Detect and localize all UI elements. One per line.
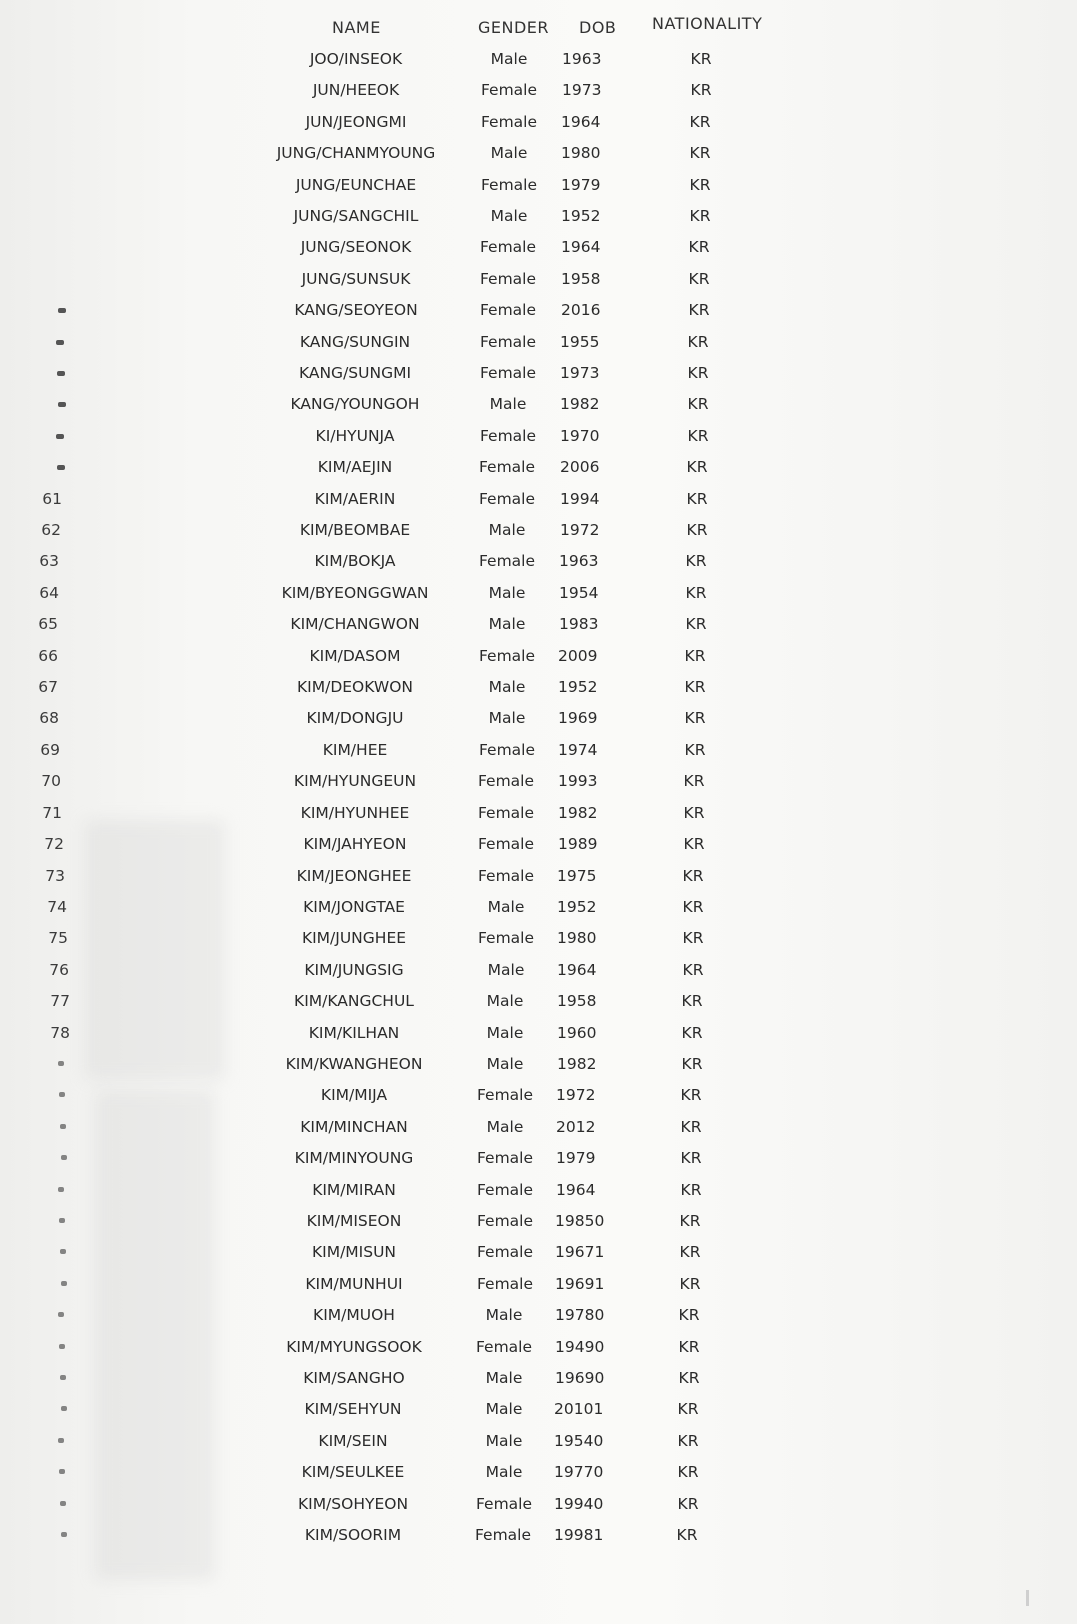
passenger-nationality: KR xyxy=(688,238,710,256)
passenger-name: KANG/YOUNGOH xyxy=(290,395,420,413)
table-row xyxy=(0,641,1077,671)
table-row xyxy=(0,1080,1077,1110)
passenger-name: KIM/AEJIN xyxy=(317,458,393,476)
passenger-dob: 1964 xyxy=(557,961,597,979)
row-number: 62 xyxy=(41,521,61,539)
table-row xyxy=(0,1489,1077,1519)
passenger-gender: Female xyxy=(476,1212,534,1230)
passenger-gender: Male xyxy=(485,1306,523,1324)
passenger-gender: Female xyxy=(479,364,537,382)
passenger-gender: Male xyxy=(488,521,526,539)
passenger-name: KIM/BYEONGGWAN xyxy=(281,584,429,602)
passenger-gender: Female xyxy=(477,772,535,790)
passenger-name: KIM/MINYOUNG xyxy=(294,1149,414,1167)
table-row xyxy=(0,232,1077,262)
row-number: 76 xyxy=(49,961,69,979)
table-row xyxy=(0,358,1077,388)
passenger-dob: 2012 xyxy=(556,1118,596,1136)
table-row xyxy=(0,923,1077,953)
header-nationality: NATIONALITY xyxy=(652,14,763,33)
table-row xyxy=(0,1426,1077,1456)
passenger-name: KIM/JEONGHEE xyxy=(296,867,412,885)
passenger-gender: Male xyxy=(486,1118,524,1136)
table-row xyxy=(0,672,1077,702)
passenger-name: KIM/MUOH xyxy=(313,1306,395,1324)
passenger-name: KIM/SOORIM xyxy=(304,1526,402,1544)
passenger-gender: Female xyxy=(478,647,536,665)
passenger-gender: Female xyxy=(480,176,538,194)
passenger-dob: 1982 xyxy=(560,395,600,413)
passenger-name: KIM/KILHAN xyxy=(308,1024,400,1042)
table-row xyxy=(0,1049,1077,1079)
passenger-dob: 1982 xyxy=(557,1055,597,1073)
passenger-name: KIM/CHANGWON xyxy=(290,615,420,633)
passenger-name: KIM/JONGTAE xyxy=(303,898,405,916)
passenger-name: KIM/MIJA xyxy=(320,1086,388,1104)
passenger-dob: 20101 xyxy=(554,1400,604,1418)
row-number: 71 xyxy=(42,804,62,822)
passenger-nationality: KR xyxy=(678,1306,700,1324)
passenger-dob: 19540 xyxy=(554,1432,604,1450)
passenger-gender: Female xyxy=(475,1338,533,1356)
row-number: 66 xyxy=(38,647,58,665)
passenger-gender: Female xyxy=(477,867,535,885)
passenger-dob: 1952 xyxy=(557,898,597,916)
table-row xyxy=(0,829,1077,859)
passenger-name: JOO/INSEOK xyxy=(309,50,403,68)
passenger-dob: 1958 xyxy=(557,992,597,1010)
passenger-nationality: KR xyxy=(681,992,703,1010)
row-number: 69 xyxy=(40,741,60,759)
passenger-dob: 1979 xyxy=(556,1149,596,1167)
passenger-name: KIM/MYUNGSOOK xyxy=(286,1338,422,1356)
table-row xyxy=(0,735,1077,765)
table-row xyxy=(0,766,1077,796)
passenger-gender: Female xyxy=(476,1086,534,1104)
passenger-name: KANG/SEOYEON xyxy=(294,301,418,319)
passenger-dob: 1969 xyxy=(558,709,598,727)
table-row xyxy=(0,578,1077,608)
smudge-mark xyxy=(58,1061,64,1066)
passenger-nationality: KR xyxy=(689,144,711,162)
passenger-dob: 19691 xyxy=(555,1275,605,1293)
smudge-mark xyxy=(56,340,64,345)
row-number: 72 xyxy=(44,835,64,853)
row-number: 70 xyxy=(41,772,61,790)
passenger-name: JUNG/CHANMYOUNG xyxy=(276,144,436,162)
passenger-nationality: KR xyxy=(688,270,710,288)
passenger-dob: 1955 xyxy=(560,333,600,351)
passenger-dob: 19690 xyxy=(555,1369,605,1387)
passenger-gender: Female xyxy=(476,1275,534,1293)
passenger-dob: 19940 xyxy=(554,1495,604,1513)
passenger-gender: Male xyxy=(485,1463,523,1481)
passenger-name: KIM/HYUNHEE xyxy=(300,804,410,822)
passenger-dob: 1964 xyxy=(561,113,601,131)
passenger-gender: Female xyxy=(477,929,535,947)
table-row xyxy=(0,1269,1077,1299)
smudge-mark xyxy=(60,1375,66,1380)
passenger-name: KIM/SANGHO xyxy=(303,1369,405,1387)
table-row xyxy=(0,1175,1077,1205)
passenger-dob: 19850 xyxy=(555,1212,605,1230)
passenger-name: KIM/AERIN xyxy=(314,490,396,508)
table-row xyxy=(0,264,1077,294)
passenger-nationality: KR xyxy=(677,1432,699,1450)
table-row xyxy=(0,1112,1077,1142)
table-row xyxy=(0,484,1077,514)
passenger-nationality: KR xyxy=(680,1149,702,1167)
header-name: NAME xyxy=(332,18,381,37)
passenger-nationality: KR xyxy=(677,1495,699,1513)
table-row xyxy=(0,861,1077,891)
passenger-dob: 1972 xyxy=(556,1086,596,1104)
passenger-gender: Male xyxy=(488,584,526,602)
table-row xyxy=(0,892,1077,922)
row-number: 75 xyxy=(48,929,68,947)
smudge-mark xyxy=(58,308,66,313)
passenger-dob: 1954 xyxy=(559,584,599,602)
passenger-nationality: KR xyxy=(685,615,707,633)
passenger-name: JUN/JEONGMI xyxy=(305,113,407,131)
table-row xyxy=(0,170,1077,200)
smudge-mark xyxy=(59,1469,65,1474)
passenger-dob: 1963 xyxy=(559,552,599,570)
passenger-nationality: KR xyxy=(676,1526,698,1544)
passenger-gender: Male xyxy=(487,898,525,916)
passenger-dob: 19490 xyxy=(555,1338,605,1356)
passenger-gender: Male xyxy=(485,1369,523,1387)
passenger-name: KIM/JUNGSIG xyxy=(304,961,404,979)
table-row xyxy=(0,515,1077,545)
passenger-gender: Female xyxy=(479,270,537,288)
passenger-nationality: KR xyxy=(689,113,711,131)
row-number: 78 xyxy=(50,1024,70,1042)
passenger-nationality: KR xyxy=(677,1463,699,1481)
table-row xyxy=(0,1237,1077,1267)
row-number: 61 xyxy=(42,490,62,508)
table-row xyxy=(0,44,1077,74)
table-row xyxy=(0,389,1077,419)
smudge-mark xyxy=(56,434,64,439)
row-number: 74 xyxy=(47,898,67,916)
row-number: 64 xyxy=(39,584,59,602)
table-row xyxy=(0,327,1077,357)
table-row xyxy=(0,201,1077,231)
passenger-dob: 1980 xyxy=(561,144,601,162)
passenger-gender: Female xyxy=(479,301,537,319)
passenger-gender: Male xyxy=(488,678,526,696)
passenger-gender: Female xyxy=(478,490,536,508)
passenger-gender: Male xyxy=(490,144,528,162)
passenger-name: KANG/SUNGIN xyxy=(299,333,411,351)
passenger-nationality: KR xyxy=(690,50,712,68)
passenger-name: KIM/SEIN xyxy=(318,1432,388,1450)
passenger-name: KIM/BEOMBAE xyxy=(299,521,411,539)
passenger-name: KIM/MISEON xyxy=(306,1212,402,1230)
passenger-nationality: KR xyxy=(678,1338,700,1356)
table-row xyxy=(0,703,1077,733)
passenger-nationality: KR xyxy=(680,1086,702,1104)
passenger-name: KIM/SEHYUN xyxy=(304,1400,402,1418)
row-number: 63 xyxy=(39,552,59,570)
passenger-nationality: KR xyxy=(687,333,709,351)
smudge-mark xyxy=(60,1501,66,1506)
passenger-name: KIM/SEULKEE xyxy=(301,1463,405,1481)
passenger-gender: Male xyxy=(486,992,524,1010)
passenger-name: JUNG/SANGCHIL xyxy=(293,207,419,225)
table-row xyxy=(0,421,1077,451)
passenger-gender: Female xyxy=(478,458,536,476)
passenger-nationality: KR xyxy=(683,804,705,822)
passenger-dob: 1963 xyxy=(562,50,602,68)
passenger-name: KI/HYUNJA xyxy=(315,427,395,445)
row-number: 73 xyxy=(45,867,65,885)
table-row xyxy=(0,955,1077,985)
passenger-gender: Male xyxy=(490,50,528,68)
passenger-gender: Male xyxy=(488,709,526,727)
passenger-gender: Female xyxy=(479,333,537,351)
passenger-gender: Male xyxy=(485,1400,523,1418)
passenger-gender: Female xyxy=(475,1495,533,1513)
passenger-dob: 1993 xyxy=(558,772,598,790)
passenger-gender: Female xyxy=(474,1526,532,1544)
smudge-mark xyxy=(59,1218,65,1223)
table-row xyxy=(0,798,1077,828)
passenger-nationality: KR xyxy=(682,867,704,885)
passenger-gender: Female xyxy=(476,1243,534,1261)
passenger-nationality: KR xyxy=(680,1181,702,1199)
passenger-name: KIM/JUNGHEE xyxy=(301,929,407,947)
smudge-mark xyxy=(60,1249,66,1254)
passenger-dob: 1964 xyxy=(561,238,601,256)
smudge-mark xyxy=(59,1092,65,1097)
passenger-name: JUNG/EUNCHAE xyxy=(295,176,417,194)
passenger-nationality: KR xyxy=(684,647,706,665)
passenger-gender: Male xyxy=(485,1432,523,1450)
passenger-gender: Female xyxy=(478,552,536,570)
passenger-nationality: KR xyxy=(681,1024,703,1042)
row-number: 68 xyxy=(39,709,59,727)
passenger-dob: 1973 xyxy=(560,364,600,382)
passenger-dob: 1972 xyxy=(560,521,600,539)
passenger-dob: 1974 xyxy=(558,741,598,759)
passenger-nationality: KR xyxy=(686,490,708,508)
table-row xyxy=(0,546,1077,576)
passenger-name: KANG/SUNGMI xyxy=(298,364,412,382)
passenger-nationality: KR xyxy=(687,364,709,382)
passenger-dob: 19671 xyxy=(555,1243,605,1261)
smudge-mark xyxy=(61,1532,67,1537)
passenger-nationality: KR xyxy=(689,176,711,194)
passenger-dob: 1980 xyxy=(557,929,597,947)
passenger-nationality: KR xyxy=(679,1275,701,1293)
passenger-nationality: KR xyxy=(682,898,704,916)
passenger-nationality: KR xyxy=(681,1055,703,1073)
passenger-name: KIM/MISUN xyxy=(311,1243,397,1261)
passenger-name: KIM/HEE xyxy=(322,741,388,759)
smudge-mark xyxy=(58,1187,64,1192)
passenger-dob: 1983 xyxy=(559,615,599,633)
passenger-dob: 1973 xyxy=(562,81,602,99)
passenger-gender: Female xyxy=(477,835,535,853)
passenger-name: KIM/DEOKWON xyxy=(297,678,413,696)
row-number: 65 xyxy=(38,615,58,633)
smudge-mark xyxy=(58,1438,64,1443)
passenger-nationality: KR xyxy=(682,961,704,979)
table-row xyxy=(0,1143,1077,1173)
passenger-nationality: KR xyxy=(684,709,706,727)
passenger-nationality: KR xyxy=(685,584,707,602)
passenger-name: KIM/MINCHAN xyxy=(300,1118,408,1136)
passenger-nationality: KR xyxy=(687,395,709,413)
passenger-name: KIM/MUNHUI xyxy=(305,1275,403,1293)
smudge-mark xyxy=(60,1124,66,1129)
passenger-name: JUN/HEEOK xyxy=(312,81,400,99)
passenger-dob: 19770 xyxy=(554,1463,604,1481)
passenger-dob: 1989 xyxy=(558,835,598,853)
passenger-nationality: KR xyxy=(682,929,704,947)
passenger-nationality: KR xyxy=(683,772,705,790)
smudge-mark xyxy=(58,402,66,407)
passenger-dob: 1960 xyxy=(557,1024,597,1042)
passenger-name: KIM/KANGCHUL xyxy=(294,992,414,1010)
passenger-name: KIM/KWANGHEON xyxy=(285,1055,423,1073)
header-dob: DOB xyxy=(579,18,617,37)
passenger-gender: Female xyxy=(479,238,537,256)
passenger-gender: Male xyxy=(487,961,525,979)
passenger-dob: 2006 xyxy=(560,458,600,476)
passenger-nationality: KR xyxy=(684,678,706,696)
passenger-gender: Male xyxy=(490,207,528,225)
header-gender: GENDER xyxy=(478,18,550,37)
passenger-nationality: KR xyxy=(684,741,706,759)
passenger-dob: 1975 xyxy=(557,867,597,885)
passenger-gender: Female xyxy=(477,804,535,822)
passenger-dob: 19780 xyxy=(555,1306,605,1324)
table-row xyxy=(0,986,1077,1016)
passenger-nationality: KR xyxy=(683,835,705,853)
passenger-name: JUNG/SEONOK xyxy=(300,238,412,256)
passenger-nationality: KR xyxy=(687,427,709,445)
passenger-nationality: KR xyxy=(685,552,707,570)
passenger-nationality: KR xyxy=(680,1118,702,1136)
table-row xyxy=(0,107,1077,137)
passenger-gender: Male xyxy=(486,1055,524,1073)
passenger-nationality: KR xyxy=(677,1400,699,1418)
smudge-mark xyxy=(59,1344,65,1349)
passenger-gender: Female xyxy=(480,113,538,131)
passenger-name: KIM/JAHYEON xyxy=(303,835,407,853)
row-number: 77 xyxy=(50,992,70,1010)
passenger-nationality: KR xyxy=(686,521,708,539)
smudge-mark xyxy=(57,465,65,470)
smudge-mark xyxy=(61,1406,67,1411)
passenger-gender: Female xyxy=(478,741,536,759)
passenger-dob: 1982 xyxy=(558,804,598,822)
passenger-dob: 2009 xyxy=(558,647,598,665)
table-row xyxy=(0,1206,1077,1236)
smudge-mark xyxy=(57,371,65,376)
passenger-dob: 2016 xyxy=(561,301,601,319)
table-row xyxy=(0,452,1077,482)
passenger-nationality: KR xyxy=(689,207,711,225)
passenger-nationality: KR xyxy=(678,1369,700,1387)
passenger-dob: 1979 xyxy=(561,176,601,194)
passenger-name: KIM/DONGJU xyxy=(306,709,404,727)
passenger-dob: 1952 xyxy=(561,207,601,225)
table-row xyxy=(0,1300,1077,1330)
passenger-nationality: KR xyxy=(690,81,712,99)
table-row xyxy=(0,75,1077,105)
table-row xyxy=(0,1394,1077,1424)
row-number: 67 xyxy=(38,678,58,696)
table-row xyxy=(0,138,1077,168)
passenger-name: KIM/BOKJA xyxy=(314,552,396,570)
passenger-nationality: KR xyxy=(679,1243,701,1261)
table-row xyxy=(0,295,1077,325)
passenger-dob: 1970 xyxy=(560,427,600,445)
passenger-name: KIM/DASOM xyxy=(309,647,401,665)
passenger-name: KIM/HYUNGEUN xyxy=(293,772,417,790)
table-row xyxy=(0,1332,1077,1362)
table-row xyxy=(0,1018,1077,1048)
passenger-gender: Male xyxy=(488,615,526,633)
passenger-nationality: KR xyxy=(686,458,708,476)
passenger-gender: Female xyxy=(476,1149,534,1167)
passenger-nationality: KR xyxy=(679,1212,701,1230)
passenger-dob: 19981 xyxy=(554,1526,604,1544)
passenger-dob: 1964 xyxy=(556,1181,596,1199)
passenger-nationality: KR xyxy=(688,301,710,319)
passenger-dob: 1994 xyxy=(560,490,600,508)
table-row xyxy=(0,1457,1077,1487)
smudge-mark xyxy=(61,1281,67,1286)
table-row xyxy=(0,1363,1077,1393)
table-row xyxy=(0,1520,1077,1550)
page-edge-mark xyxy=(1026,1590,1029,1606)
passenger-name: JUNG/SUNSUK xyxy=(301,270,411,288)
passenger-gender: Female xyxy=(480,81,538,99)
passenger-gender: Male xyxy=(489,395,527,413)
table-row xyxy=(0,609,1077,639)
passenger-gender: Male xyxy=(486,1024,524,1042)
passenger-name: KIM/SOHYEON xyxy=(297,1495,409,1513)
passenger-dob: 1958 xyxy=(561,270,601,288)
passenger-gender: Female xyxy=(476,1181,534,1199)
passenger-name: KIM/MIRAN xyxy=(312,1181,396,1199)
smudge-mark xyxy=(58,1312,64,1317)
passenger-gender: Female xyxy=(479,427,537,445)
smudge-mark xyxy=(61,1155,67,1160)
passenger-dob: 1952 xyxy=(558,678,598,696)
